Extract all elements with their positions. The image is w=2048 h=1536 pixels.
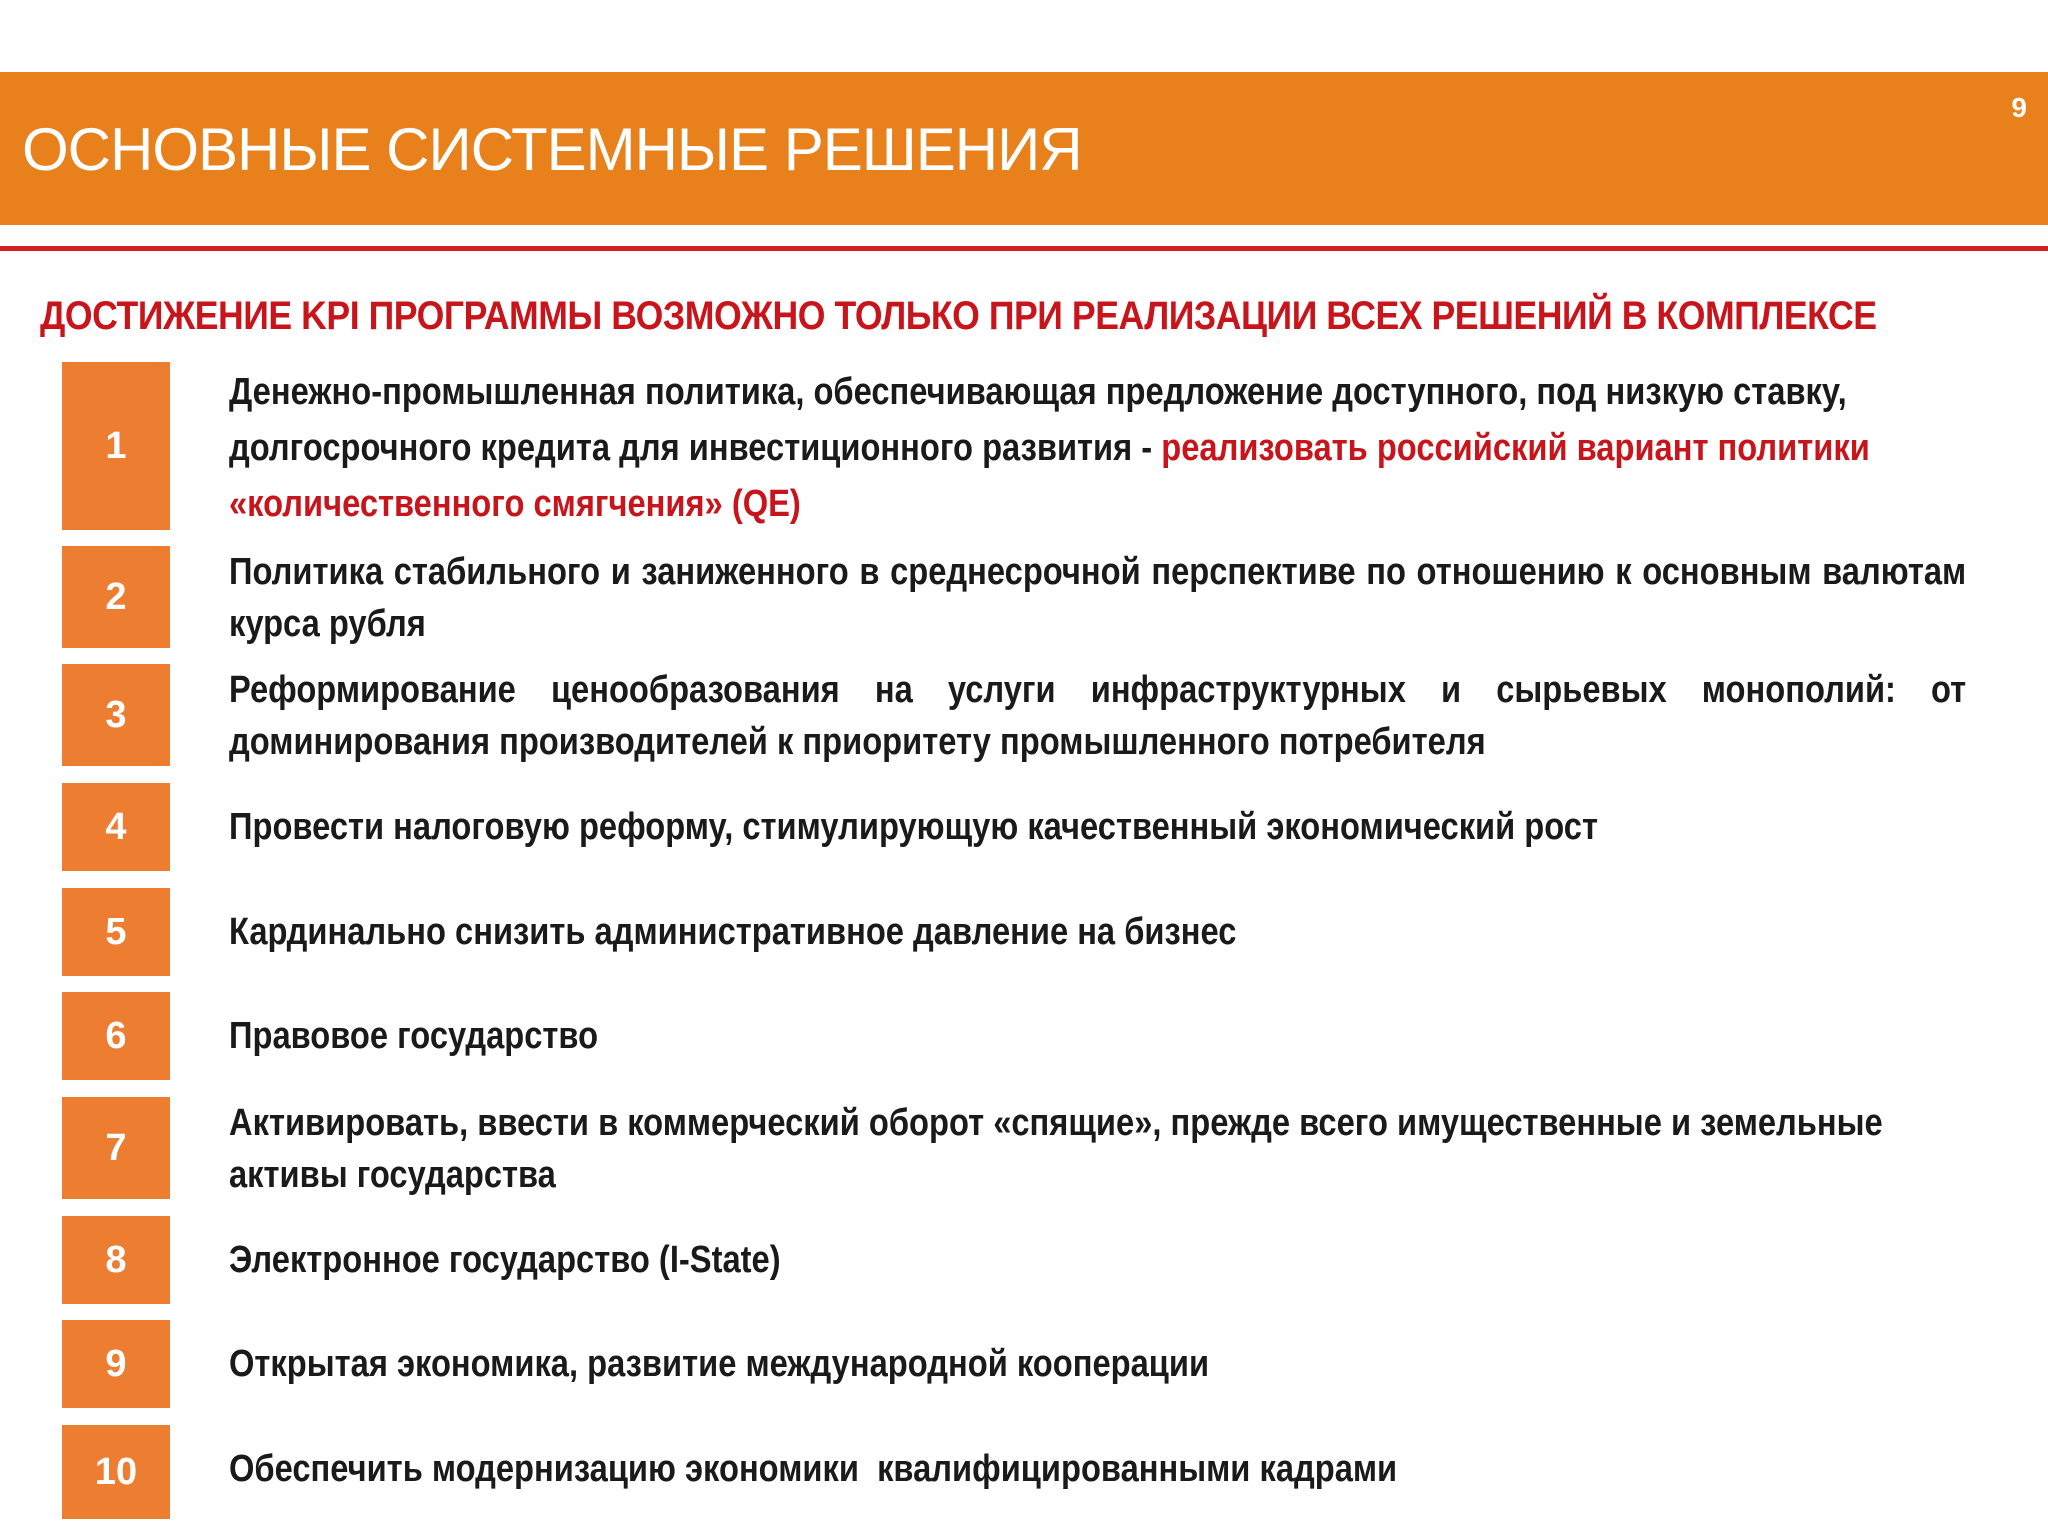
- item-number: 6: [62, 992, 170, 1080]
- item-text: Открытая экономика, развитие международной кооперации: [229, 1343, 1210, 1385]
- item-text-highlight: реализовать российский вариант политики «количественного смягчения» (QE): [229, 427, 1870, 525]
- item-text: Электронное государство (I-State): [229, 1239, 781, 1281]
- item-text-main: Денежно-промышленная политика, обеспечивающая предложение доступного, под низкую ставку, долгосрочного кредита для инвестиционного развития -: [229, 371, 1847, 469]
- item-text: Активировать, ввести в коммерческий оборот «спящие», прежде всего имущественные и земельные активы государства: [229, 1102, 1883, 1196]
- page-title: ОСНОВНЫЕ СИСТЕМНЫЕ РЕШЕНИЯ: [22, 116, 1082, 183]
- item-number: 3: [62, 664, 170, 766]
- item-text: Обеспечить модернизацию экономики квалифицированными кадрами: [229, 1448, 1398, 1490]
- item-number: 5: [62, 888, 170, 976]
- item-number: 8: [62, 1216, 170, 1304]
- slide-subtitle: ДОСТИЖЕНИЕ KPI ПРОГРАММЫ ВОЗМОЖНО ТОЛЬКО ПРИ РЕАЛИЗАЦИИ ВСЕХ РЕШЕНИЙ В КОМПЛЕКСЕ: [40, 294, 1877, 338]
- item-number: 10: [62, 1425, 170, 1519]
- item-text: Реформирование ценообразования на услуги инфраструктурных и сырьевых монополий: от доминирования производителей к приоритету промышленного потребителя: [229, 669, 1967, 763]
- item-text: Кардинально снизить административное давление на бизнес: [229, 911, 1237, 953]
- item-number: 9: [62, 1320, 170, 1408]
- item-text: [229, 364, 1966, 532]
- header-divider: [0, 246, 2048, 251]
- item-text: Политика стабильного и заниженного в среднесрочной перспективе по отношению к основным валютам курса рубля: [229, 551, 1967, 645]
- page-number: 9: [2011, 92, 2027, 123]
- item-number: 1: [62, 362, 170, 530]
- item-text: Провести налоговую реформу, стимулирующую качественный экономический рост: [229, 806, 1598, 848]
- item-number: 2: [62, 546, 170, 648]
- item-text: Правовое государство: [229, 1015, 599, 1057]
- item-number: 4: [62, 783, 170, 871]
- item-number: 7: [62, 1097, 170, 1199]
